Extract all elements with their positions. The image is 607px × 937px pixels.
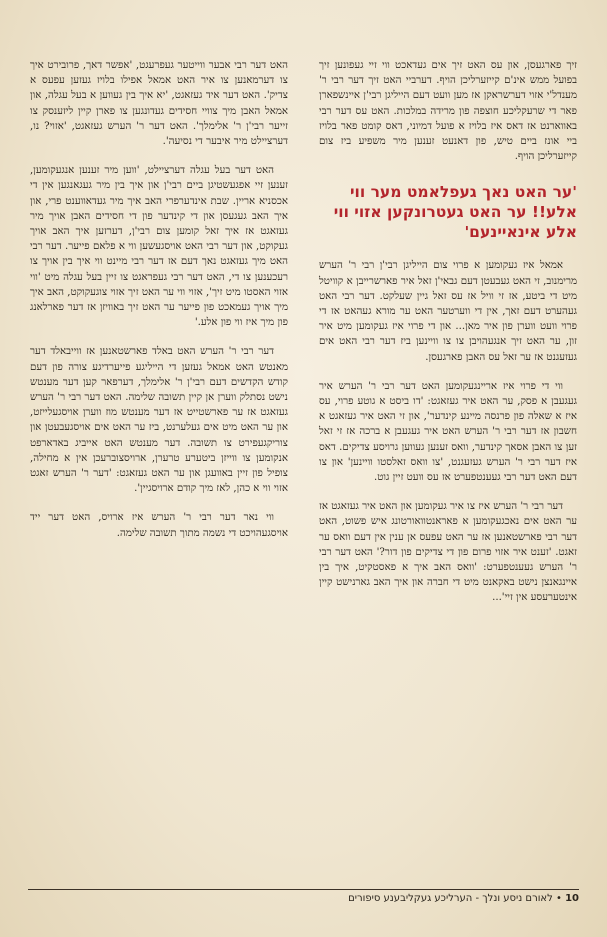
left-paragraph-4: ווי נאר דער רבי ר' הערש איז ארויס, האט דער ייד אויסגעהויכט די נשמה מתוך תשובה שלימה. [30, 512, 288, 539]
left-paragraph-1: האט דער רבי אבער ווייטער געפרעגט, 'אפשר דאך, פרובירט איך צו דערמאנען צו איר האט אמאל אפילו בלויז געזען עפעס א צדיק'. האט דער איד געזאגט, 'יא איך בין געווען א בעל עגלה, און אמאל האבן מיך צוויי חסידים געדונגען צו פארן קיין ליזענסק צו זייער רבי'ן ר' אלימלך'. האט דער ר' הערש געזאגט, 'אזוי? נו, דערציילט מיר איבער די נסיעה'. [30, 60, 288, 148]
section-heading: 'ער האט נאך געפלאמט מער ווי אלע!! ער האט געטרונקען אזוי ווי אלע אינאיינעם' [333, 183, 577, 242]
footer-separator: • [552, 893, 562, 904]
footer-divider [28, 889, 579, 890]
page-number: 10 [565, 893, 579, 904]
right-paragraph-3: ווי די פרוי איז אריינגעקומען האט דער רבי ר' הערש איר געגעבן א פסק, ער האט איר געזאגט: 'דו ביסט א גוטע פרוי, עס איז א שאלה פון פרנסה מיינע קינדער', און זי האט איר געזאגט א חשבון אז דער רבי ר' הערש האט איר געגעבן א ברכה אז זי זאל זען צו האבן אסאך קינדער, וואס זענען געווען גרויסע צדיקים. דאס איז דער רבי ר' הערש געזעגנט, 'צו וואס זאלסטו וויינען' און צו דעם האט דער רבי געענטפערט אז עס וועט זיין גוט. [319, 380, 577, 484]
page-footer [348, 893, 579, 904]
right-paragraph-1: זיך פארגעסן, און עס האט זיך אים געדאכט ווי זיי געפונען זיך בפועל ממש אינ'ם קייזערליכן הויף. דערביי האט זיך דער רבי ר' מענדל'י אזוי דערשראקן אז מען וועט דעם הייליגן רבי'ן איינשפארן פאר די שרעקליכע חוצפה פון מרידה במלכות. האט עס דער רבי באווארנט אז דאס איז בלויז א פועל דמיוני, דאס קומט פאר בלויז ביי אונז ביים טיש, פון דאנעט זענען מיר משפיע ביז צום קייזערליכן הויף. [319, 60, 577, 163]
right-paragraph-2: אמאל איז געקומען א פרוי צום הייליגן רבי'ן רבי ר' הערש מרימנוב, זי האט געבעטן דעם גבאי'ן זאל איר פארשרייבן א קוויטל מיט די ביטע, אז זי וויל אז עס זאל גיין שעלקט. דער רבי האט געהערט דעם זאך, אין די ווערטער האט ער מורא געהאט אז די פרוי וועט ווערן פון איר מאן... און די פרוי איז געקומען מיט איר זון, ער האט זיך אנגעהויבן צו צו וויינען ביז דער רבי האט אים געזעגנט אז ער זאל עס האבן פארגעסן. [319, 260, 577, 363]
right-paragraph-4: דער רבי ר' הערש איז צו איר געקומען און האט איר געזאגט אז ער האט אים נאכגעקומען א פאראנטוואורטונג איש פשוט, האט דער רבי פארשטאנען אז ער האט עפעס אן ענין אין דעם וואס ער זאגט. 'זענט איר אזוי פרום פון די צדיקים פון דור?' האט דער רבי ר' הערש געענטפערט: 'וואס האב איך א פאסטקיט, איך בין איינגאנצן נישט באקאנט מיט די חברה און איך האב גארנישט קיין אינטערעסע אין זיי'... [319, 501, 577, 604]
right-column [319, 58, 577, 620]
footer-title: לאורם ניסע ונלך - הערליכע געקליבענע סיפורים [348, 893, 553, 904]
left-paragraph-3: דער רבי ר' הערש האט באלד פארשטאנען אז ווייבאלד דער מאנטש האט אמאל געזען די הייליגע פייערדיגע צורה פון דעם קודש הקדשים דעם רבי'ן ר' אלימלך, דערפאר קען דער מענטש נישט נסתלק ווערן אן קיין תשובה שלימה. האט דער רבי ר' הערש געזאגט אז ער פארשטייט אז דער מענטש מוז ווערן אויסגעלייזט, און ער האט מיט אים געלערנט, ביז ער האט אים אויסגעבעטן און צוריקגעפירט צו תשובה. דער מענטש האט אייביג באדארפט אנקומען צו ווייזן ביטערע טרערן, ארויסצוברעכן אין א מחילה, צופיל פון זיין באוועגן און ער האט געזאגט: 'דער ר' הערש זאגט אזוי ווי א כהן, לאז מיך קודם ארויסגיין'. [30, 346, 288, 495]
left-column [30, 58, 288, 555]
left-paragraph-2: האט דער בעל עגלה דערציילט, 'ווען מיר זענען אנגעקומען, זענען זיי אפגעשטיגן ביים רבי'ן און איך בין מיר געגאנגען אין די אכסניא אריין. שבת אינדערפרי האב איך מיר געדאווענט פרי, און איך האב געגעסן און די קינדער פון די חסידים האבן אויך מיר געזאגט אז איך זאל קומען צום רבי'ן, דערזען איך האב אויך געקוקט, און דער רבי האט אויסגעשען ווי א פלאם פייער. דער רבי האט מיך געזאגט נאך דעם אז דער רבי מיינט ווי איך בין אויך צו רעכענען צו די, האט דער רבי געפראגט צו זיין בעל עגלה מיט 'ווי אזוי האסטו מיט זיך', אזוי ווי ער האט זיך אזוי צוגעקוקט, האב איך מיך אויך געמאכט פון פייער ער האט זיך באוויזן אז דער פארלאנג פון מיך איז ווי פון אלע.' [30, 165, 288, 329]
